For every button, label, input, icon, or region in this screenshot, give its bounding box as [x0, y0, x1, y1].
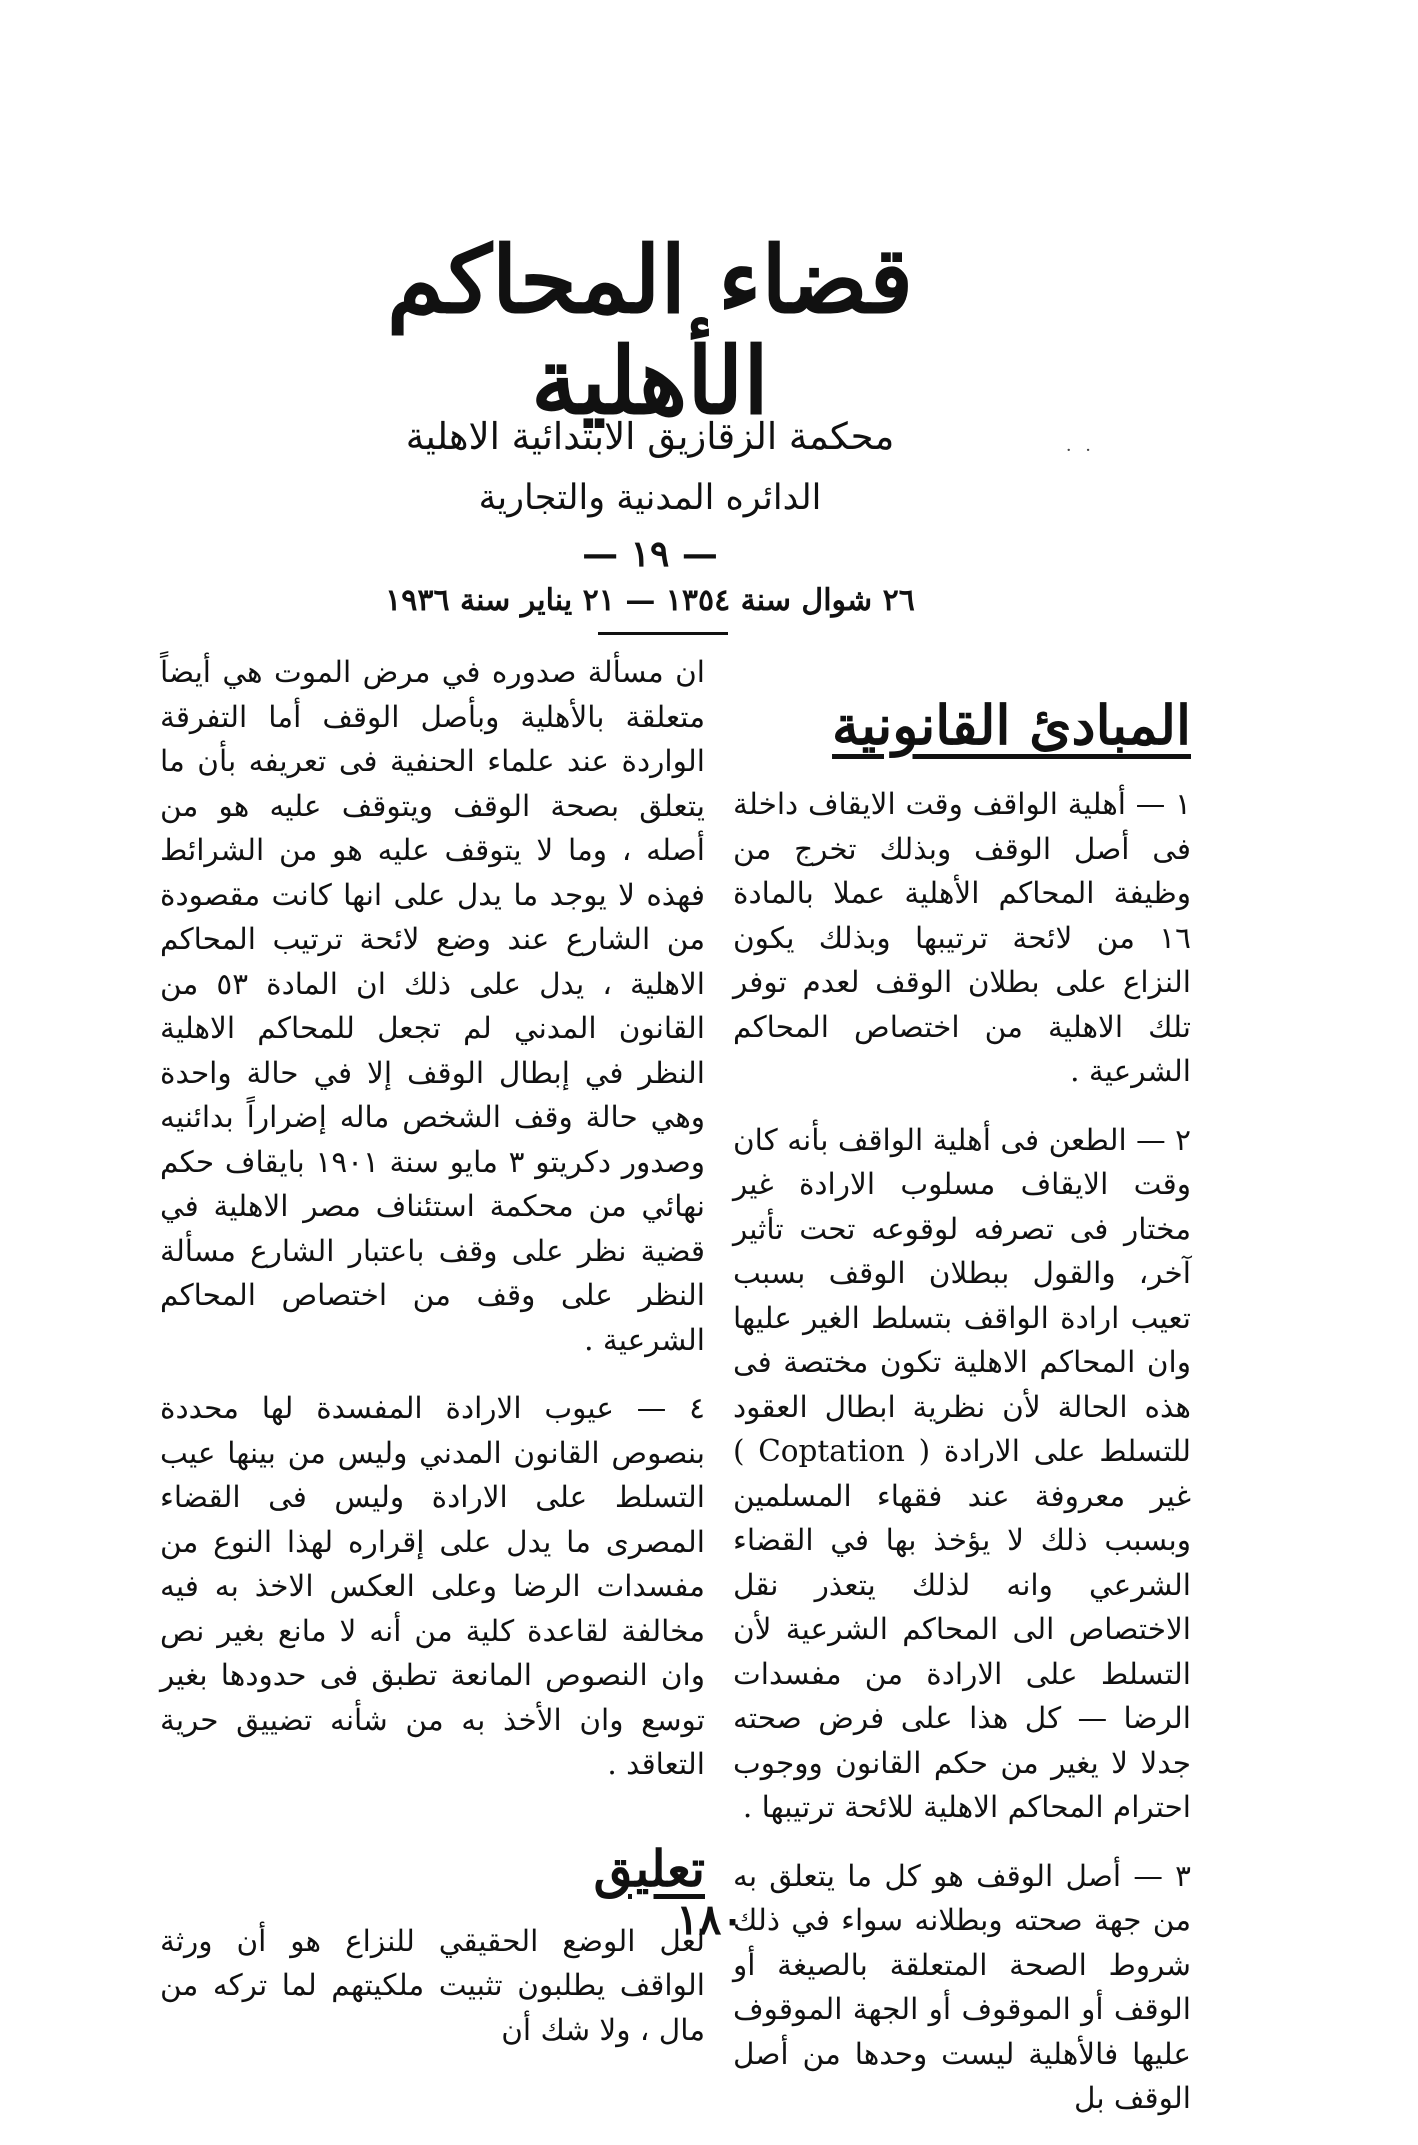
- print-specks: · ·: [1065, 440, 1095, 461]
- case-number: — ١٩ —: [582, 533, 718, 575]
- principle-text-3: ٣ — أصل الوقف هو كل ما يتعلق به من جهة صحته وبطلانه سواء في ذلك شروط الصحة المتعلقة بالصيغة أو الوقف أو الموقوف أو الجهة الموقوف عليها فالأهلية ليست وحدها من أصل الوقف بل: [733, 1858, 1191, 2115]
- principle-item: [733, 782, 1191, 1094]
- journal-masthead: قضاء المحاكم الأهلية: [386, 226, 914, 436]
- commentary-paragraph: [160, 1919, 705, 2053]
- continuation-paragraph: [160, 1386, 705, 1787]
- principle-text-1: ١ — أهلية الواقف وقت الايقاف داخلة فى أصل الوقف وبذلك تخرج من وظيفة المحاكم الأهلية عملا بالمادة ١٦ من لائحة ترتيبها وبذلك يكون النزاع على بطلان الوقف لعدم توفر تلك الاهلية من اختصاص المحاكم الشرعية .: [733, 787, 1191, 1088]
- circuit-name: الدائره المدنية والتجارية: [478, 478, 822, 518]
- principles-column: [733, 650, 1191, 2145]
- commentary-heading: تعليق: [593, 1838, 705, 1898]
- page-number: ١٨٠: [676, 1895, 744, 1944]
- header-divider: [598, 632, 728, 635]
- court-name: محكمة الزقازيق الابتدائية الاهلية: [405, 415, 895, 458]
- principle-item: [733, 1118, 1191, 1830]
- commentary-text: لعل الوضع الحقيقي للنزاع هو أن ورثة الواقف يطلبون تثبيت ملكيتهم لما تركه من مال ، ولا شك أن: [160, 1923, 705, 2047]
- continuation-text-2: ٤ — عيوب الارادة المفسدة لها محددة بنصوص القانون المدني وليس من بينها عيب التسلط على الارادة وليس فى القضاء المصرى ما يدل على إقراره لهذا النوع من مفسدات الرضا وعلى العكس الاخذ به فيه مخالفة لقاعدة كلية من أنه لا مانع بغير نص وان النصوص المانعة تطبق فى حدودها بغير توسع وان الأخذ به من شأنه تضييق حرية التعاقد .: [160, 1391, 705, 1781]
- continuation-text-1: ان مسألة صدوره في مرض الموت هي أيضاً متعلقة بالأهلية وبأصل الوقف أما التفرقة الواردة عند علماء الحنفية فى تعريفه بأن ما يتعلق بصحة الوقف ويتوقف عليه هو من أصله ، وما لا يتوقف عليه هو من الشرائط فهذه لا يوجد ما يدل على انها كانت مقصودة من الشارع عند وضع لائحة ترتيب المحاكم الاهلية ، يدل على ذلك ان المادة ٥٣ من القانون المدني لم تجعل للمحاكم الاهلية النظر في إبطال الوقف إلا في حالة واحدة وهي حالة وقف الشخص ماله إضراراً بدائنيه وصدور دكريتو ٣ مايو سنة ١٩٠١ بايقاف حكم نهائي من محكمة استئناف مصر الاهلية في قضية نظر على وقف باعتبار الشارع مسألة النظر على وقف من اختصاص المحاكم الشرعية .: [160, 655, 705, 1357]
- continuation-column: [160, 650, 705, 2076]
- continuation-paragraph: [160, 650, 705, 1362]
- decision-dates: ٢٦ شوال سنة ١٣٥٤ — ٢١ يناير سنة ١٩٣٦: [385, 583, 915, 618]
- principle-text-2: ٢ — الطعن فى أهلية الواقف بأنه كان وقت الايقاف مسلوب الارادة غير مختار فى تصرفه لوقوعه تحت تأثير آخر، والقول ببطلان الوقف بسبب تعيب ارادة الواقف بتسلط الغير عليها وان المحاكم الاهلية تكون مختصة فى هذه الحالة لأن نظرية ابطال العقود للتسلط على الارادة ( Coptation ) غير معروفة عند فقهاء المسلمين وبسبب ذلك لا يؤخذ بها في القضاء الشرعي وانه لذلك يتعذر نقل الاختصاص الى المحاكم الشرعية لأن التسلط على الارادة من مفسدات الرضا — كل هذا على فرض صحته جدلا لا يغير من حكم القانون ووجوب احترام المحاكم الاهلية للائحة ترتيبها .: [733, 1122, 1191, 1824]
- principle-item: [733, 1854, 1191, 2121]
- principles-heading: المبادئ القانونية: [832, 693, 1191, 757]
